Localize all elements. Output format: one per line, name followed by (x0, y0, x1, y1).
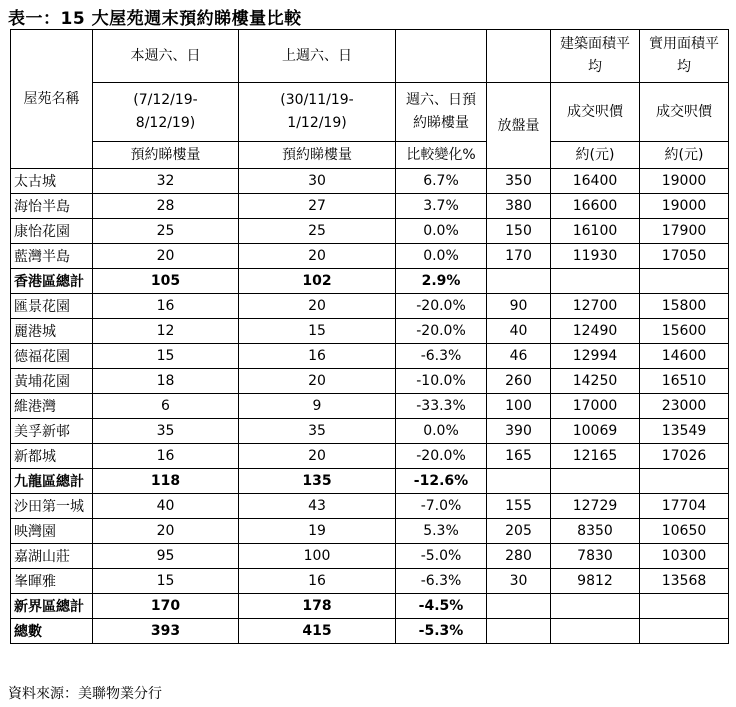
cell-change: -20.0% (396, 294, 487, 319)
cell-gross (551, 269, 640, 294)
cell-last-week: 43 (239, 494, 396, 519)
cell-saleable: 10300 (640, 544, 729, 569)
header-this-week-dates (93, 83, 239, 142)
table-row (11, 219, 729, 244)
cell-change: -20.0% (396, 444, 487, 469)
cell-this-week: 118 (93, 469, 239, 494)
cell-this-week: 105 (93, 269, 239, 294)
header-this-week-unit: 預約睇樓量 (93, 142, 239, 169)
cell-saleable: 19000 (640, 169, 729, 194)
header-change-unit: 比較變化% (396, 142, 487, 169)
cell-gross: 12994 (551, 344, 640, 369)
cell-change: 6.7% (396, 169, 487, 194)
cell-saleable (640, 619, 729, 644)
cell-name: 太古城 (11, 169, 93, 194)
header-saleable-avg-top (640, 30, 729, 83)
header-this-week-dates-line1: (7/12/19- (133, 92, 198, 108)
table-row (11, 419, 729, 444)
cell-last-week: 15 (239, 319, 396, 344)
cell-name: 藍灣半島 (11, 244, 93, 269)
cell-name: 新界區總計 (11, 594, 93, 619)
cell-listings: 46 (487, 344, 551, 369)
cell-saleable: 15600 (640, 319, 729, 344)
cell-name: 香港區總計 (11, 269, 93, 294)
cell-gross: 12700 (551, 294, 640, 319)
header-gross-avg-unit: 約(元) (551, 142, 640, 169)
cell-change: -33.3% (396, 394, 487, 419)
table-title: 表一：15 大屋苑週末預約睇樓量比較 (8, 9, 302, 29)
cell-saleable: 23000 (640, 394, 729, 419)
cell-gross: 16400 (551, 169, 640, 194)
header-last-week-dates-line2: 1/12/19) (287, 115, 347, 131)
cell-this-week: 32 (93, 169, 239, 194)
table-row (11, 194, 729, 219)
cell-name: 美孚新邨 (11, 419, 93, 444)
cell-listings: 170 (487, 244, 551, 269)
cell-change: 5.3% (396, 519, 487, 544)
cell-listings: 40 (487, 319, 551, 344)
cell-listings: 350 (487, 169, 551, 194)
cell-change: 0.0% (396, 219, 487, 244)
cell-listings: 390 (487, 419, 551, 444)
header-gross-avg-line1: 建築面積平 (560, 36, 630, 52)
cell-last-week: 178 (239, 594, 396, 619)
header-last-week: 上週六、日 (239, 30, 396, 83)
cell-saleable: 15800 (640, 294, 729, 319)
cell-last-week: 135 (239, 469, 396, 494)
table-row (11, 344, 729, 369)
cell-saleable: 17050 (640, 244, 729, 269)
cell-last-week: 16 (239, 569, 396, 594)
cell-change: -20.0% (396, 319, 487, 344)
cell-listings: 280 (487, 544, 551, 569)
cell-saleable: 13568 (640, 569, 729, 594)
data-source-note: 資料來源：美聯物業分行 (8, 686, 162, 702)
cell-change: -5.0% (396, 544, 487, 569)
cell-gross: 11930 (551, 244, 640, 269)
cell-name: 匯景花園 (11, 294, 93, 319)
header-listings: 放盤量 (487, 83, 551, 169)
table-total-row (11, 469, 729, 494)
cell-saleable (640, 269, 729, 294)
table-row (11, 369, 729, 394)
cell-saleable: 10650 (640, 519, 729, 544)
cell-saleable: 19000 (640, 194, 729, 219)
cell-change: -5.3% (396, 619, 487, 644)
cell-last-week: 25 (239, 219, 396, 244)
cell-name: 嘉湖山莊 (11, 544, 93, 569)
cell-this-week: 12 (93, 319, 239, 344)
cell-change: -6.3% (396, 569, 487, 594)
cell-gross: 8350 (551, 519, 640, 544)
header-saleable-avg-line1: 實用面積平 (649, 36, 719, 52)
cell-name: 沙田第一城 (11, 494, 93, 519)
viewing-comparison-table (10, 29, 729, 644)
cell-saleable: 17704 (640, 494, 729, 519)
cell-gross: 9812 (551, 569, 640, 594)
cell-this-week: 20 (93, 244, 239, 269)
table-row (11, 394, 729, 419)
table-row (11, 244, 729, 269)
cell-last-week: 27 (239, 194, 396, 219)
cell-gross: 16600 (551, 194, 640, 219)
cell-gross (551, 469, 640, 494)
cell-gross: 12490 (551, 319, 640, 344)
cell-listings: 90 (487, 294, 551, 319)
header-change-line2: 約睇樓量 (413, 115, 469, 131)
header-gross-avg-top (551, 30, 640, 83)
header-change-line1: 週六、日預 (406, 92, 476, 108)
cell-last-week: 20 (239, 294, 396, 319)
cell-saleable: 17026 (640, 444, 729, 469)
table-row (11, 169, 729, 194)
cell-this-week: 15 (93, 344, 239, 369)
cell-gross: 17000 (551, 394, 640, 419)
cell-saleable: 17900 (640, 219, 729, 244)
cell-listings: 155 (487, 494, 551, 519)
header-row-2 (11, 83, 729, 142)
table-total-row (11, 594, 729, 619)
cell-name: 海怡半島 (11, 194, 93, 219)
cell-gross: 12165 (551, 444, 640, 469)
cell-last-week: 100 (239, 544, 396, 569)
cell-change: -12.6% (396, 469, 487, 494)
cell-this-week: 20 (93, 519, 239, 544)
cell-gross (551, 619, 640, 644)
header-saleable-avg-line2: 均 (677, 59, 691, 75)
header-this-week-dates-line2: 8/12/19) (135, 115, 196, 131)
cell-name: 九龍區總計 (11, 469, 93, 494)
cell-last-week: 35 (239, 419, 396, 444)
cell-this-week: 95 (93, 544, 239, 569)
header-gross-avg-price: 成交呎價 (551, 83, 640, 142)
table-row (11, 319, 729, 344)
table-total-row (11, 619, 729, 644)
cell-listings: 380 (487, 194, 551, 219)
cell-saleable: 16510 (640, 369, 729, 394)
cell-change: 2.9% (396, 269, 487, 294)
cell-this-week: 15 (93, 569, 239, 594)
cell-last-week: 415 (239, 619, 396, 644)
header-last-week-dates (239, 83, 396, 142)
cell-name: 映灣園 (11, 519, 93, 544)
cell-change: 3.7% (396, 194, 487, 219)
cell-gross: 14250 (551, 369, 640, 394)
table-row (11, 444, 729, 469)
table-row (11, 544, 729, 569)
cell-listings (487, 594, 551, 619)
cell-this-week: 40 (93, 494, 239, 519)
cell-last-week: 20 (239, 369, 396, 394)
cell-last-week: 20 (239, 444, 396, 469)
cell-gross: 7830 (551, 544, 640, 569)
cell-name: 新都城 (11, 444, 93, 469)
cell-change: -7.0% (396, 494, 487, 519)
cell-saleable: 14600 (640, 344, 729, 369)
cell-gross: 16100 (551, 219, 640, 244)
header-last-week-unit: 預約睇樓量 (239, 142, 396, 169)
cell-saleable (640, 469, 729, 494)
cell-this-week: 35 (93, 419, 239, 444)
cell-name: 峯暉雅 (11, 569, 93, 594)
header-gross-avg-line2: 均 (588, 59, 602, 75)
cell-change: 0.0% (396, 419, 487, 444)
cell-gross: 10069 (551, 419, 640, 444)
cell-this-week: 16 (93, 294, 239, 319)
cell-this-week: 25 (93, 219, 239, 244)
header-change (396, 83, 487, 142)
header-last-week-dates-line1: (30/11/19- (280, 92, 354, 108)
cell-change: -4.5% (396, 594, 487, 619)
cell-this-week: 18 (93, 369, 239, 394)
cell-last-week: 20 (239, 244, 396, 269)
header-change-blank (396, 30, 487, 83)
header-saleable-avg-price: 成交呎價 (640, 83, 729, 142)
cell-this-week: 170 (93, 594, 239, 619)
header-row-1 (11, 30, 729, 83)
cell-change: -10.0% (396, 369, 487, 394)
table-row (11, 294, 729, 319)
cell-saleable: 13549 (640, 419, 729, 444)
header-saleable-avg-unit: 約(元) (640, 142, 729, 169)
table-row (11, 569, 729, 594)
table-total-row (11, 269, 729, 294)
cell-listings: 260 (487, 369, 551, 394)
cell-saleable (640, 594, 729, 619)
cell-name: 總數 (11, 619, 93, 644)
cell-change: -6.3% (396, 344, 487, 369)
cell-gross: 12729 (551, 494, 640, 519)
cell-listings: 205 (487, 519, 551, 544)
cell-listings (487, 269, 551, 294)
cell-this-week: 6 (93, 394, 239, 419)
cell-name: 康怡花園 (11, 219, 93, 244)
cell-this-week: 16 (93, 444, 239, 469)
cell-listings: 100 (487, 394, 551, 419)
cell-name: 德福花園 (11, 344, 93, 369)
header-listings-blank (487, 30, 551, 83)
cell-name: 麗港城 (11, 319, 93, 344)
cell-this-week: 393 (93, 619, 239, 644)
cell-last-week: 16 (239, 344, 396, 369)
table-row (11, 494, 729, 519)
cell-listings: 165 (487, 444, 551, 469)
cell-listings: 30 (487, 569, 551, 594)
cell-last-week: 9 (239, 394, 396, 419)
cell-this-week: 28 (93, 194, 239, 219)
cell-last-week: 102 (239, 269, 396, 294)
cell-name: 維港灣 (11, 394, 93, 419)
cell-change: 0.0% (396, 244, 487, 269)
header-this-week: 本週六、日 (93, 30, 239, 83)
cell-last-week: 30 (239, 169, 396, 194)
table-row (11, 519, 729, 544)
cell-gross (551, 594, 640, 619)
table-body (11, 169, 729, 644)
header-row-3 (11, 142, 729, 169)
cell-listings (487, 469, 551, 494)
cell-listings: 150 (487, 219, 551, 244)
cell-name: 黃埔花園 (11, 369, 93, 394)
cell-last-week: 19 (239, 519, 396, 544)
cell-listings (487, 619, 551, 644)
header-estate-name: 屋苑名稱 (11, 30, 93, 169)
